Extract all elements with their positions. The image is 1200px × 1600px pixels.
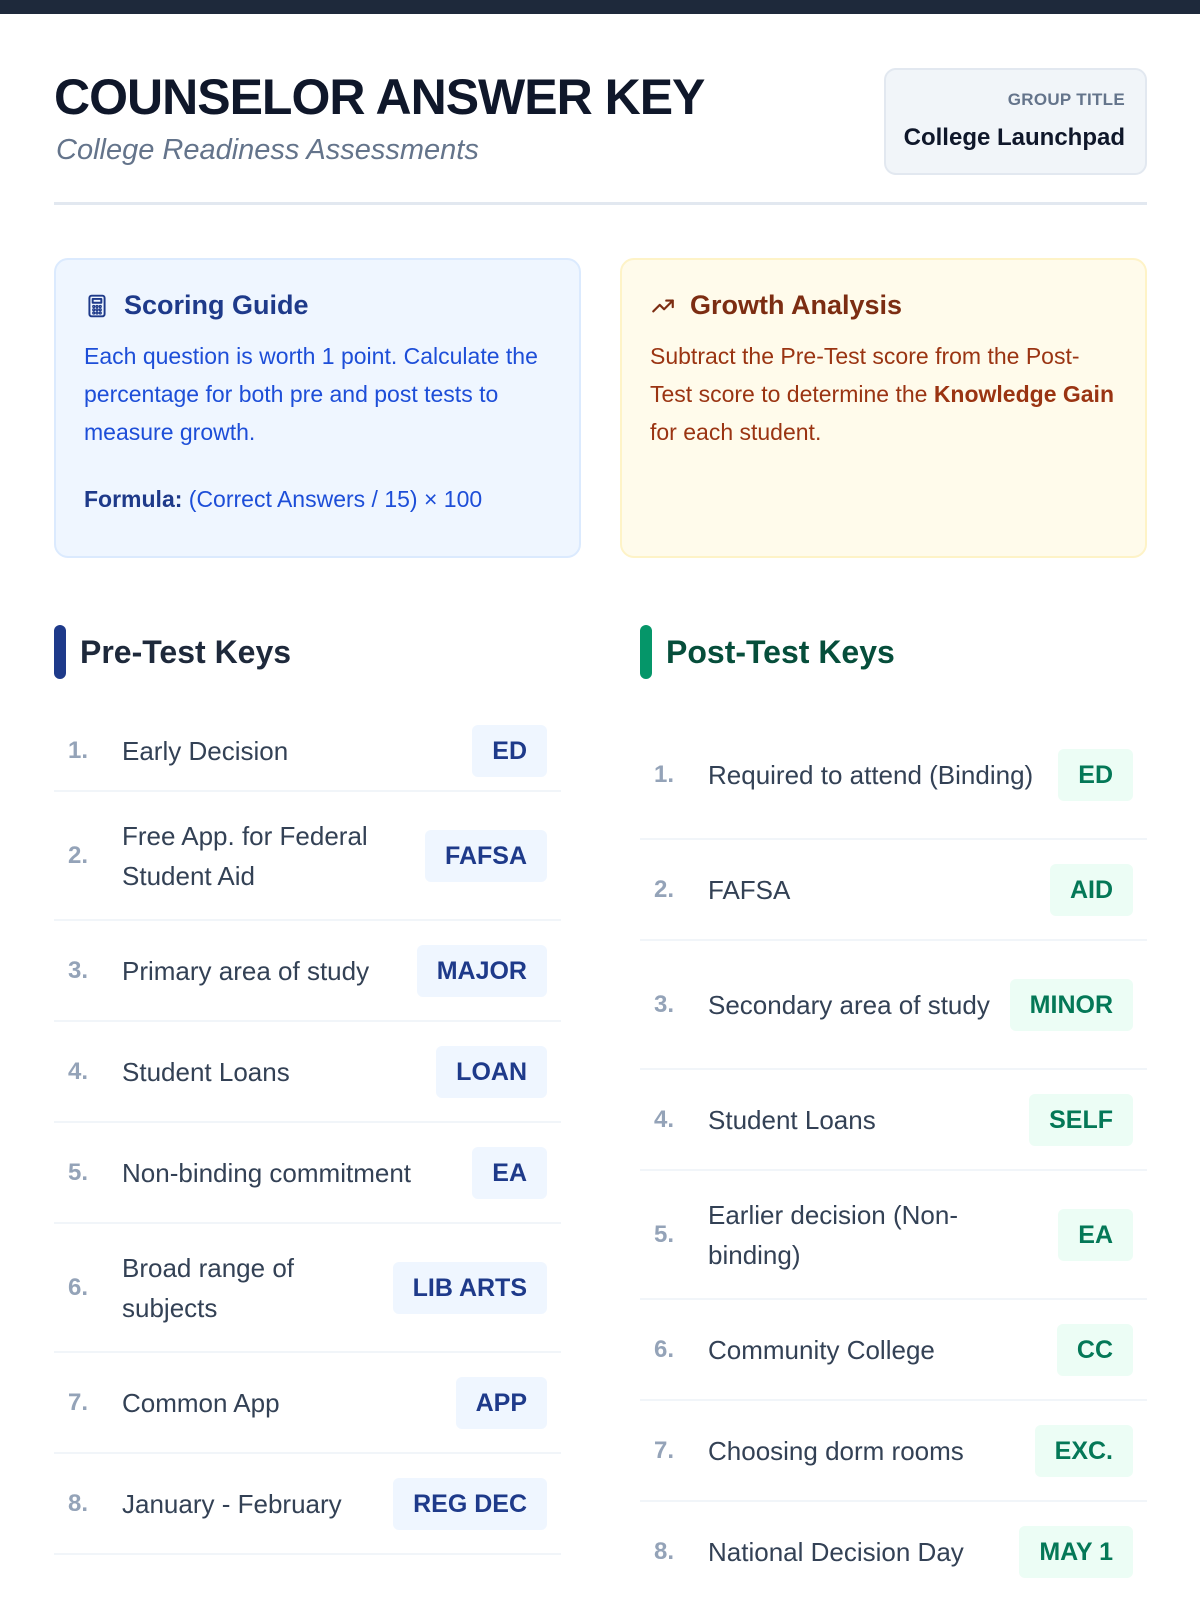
list-item: [640, 1171, 1147, 1300]
growth-analysis-heading: [650, 290, 1117, 321]
answer-badge: AID: [1050, 864, 1133, 916]
growth-text-before: Subtract the Pre-Test score from the Post-Test score to determine the: [650, 343, 1080, 407]
item-description: FAFSA: [708, 874, 791, 905]
list-item: [640, 1502, 1147, 1600]
trending-up-icon: [650, 293, 676, 319]
pre-test-list: [54, 711, 561, 1555]
item-number: 7.: [654, 1436, 675, 1464]
answer-badge: LOAN: [436, 1046, 547, 1098]
item-number: 2.: [68, 841, 89, 869]
answer-badge: LIB ARTS: [393, 1262, 547, 1314]
item-description: Student Loans: [708, 1104, 876, 1135]
item-description: Early Decision: [122, 735, 289, 766]
answer-badge: EA: [472, 1147, 547, 1199]
list-item: [54, 921, 561, 1022]
post-test-title: Post-Test Keys: [666, 633, 895, 670]
scoring-guide-title: Scoring Guide: [124, 290, 309, 320]
top-accent-bar: [0, 0, 1200, 14]
answer-badge: APP: [456, 1377, 547, 1429]
list-item: [54, 1454, 561, 1555]
item-description: Primary area of study: [122, 955, 370, 986]
item-description: Student Loans: [122, 1056, 290, 1087]
page-header: [54, 60, 1147, 205]
scoring-guide-heading: [84, 290, 551, 321]
answer-badge: FAFSA: [425, 830, 547, 882]
item-number: 3.: [68, 956, 89, 984]
list-item: [640, 1300, 1147, 1401]
item-number: 8.: [654, 1537, 675, 1565]
answer-badge: EXC.: [1035, 1425, 1133, 1477]
growth-text-after: for each student.: [650, 419, 822, 445]
growth-analysis-card: [620, 258, 1147, 558]
pre-test-accent-bar: [54, 625, 66, 679]
item-description: January - February: [122, 1488, 342, 1519]
group-title-box: [884, 68, 1147, 175]
page-subtitle: College Readiness Assessments: [56, 134, 479, 166]
calculator-icon: [84, 293, 110, 319]
list-item: [640, 711, 1147, 840]
scoring-guide-card: [54, 258, 581, 558]
answer-badge: SELF: [1029, 1094, 1133, 1146]
item-number: 1.: [68, 736, 89, 764]
answer-badge: REG DEC: [393, 1478, 547, 1530]
pre-test-heading: [54, 625, 561, 679]
pre-test-title: Pre-Test Keys: [80, 633, 292, 670]
item-description: Choosing dorm rooms: [708, 1435, 964, 1466]
answer-badge: CC: [1057, 1324, 1133, 1376]
item-number: 7.: [68, 1388, 89, 1416]
pre-test-section: [54, 625, 561, 1519]
answer-badge: MAJOR: [417, 945, 547, 997]
item-number: 1.: [654, 760, 675, 788]
item-description: Non-binding commitment: [122, 1157, 412, 1188]
post-test-heading: [640, 625, 1147, 679]
item-number: 5.: [654, 1220, 675, 1248]
item-number: 5.: [68, 1158, 89, 1186]
post-test-section: [640, 625, 1147, 1567]
answer-badge: ED: [472, 725, 547, 777]
item-number: 4.: [68, 1057, 89, 1085]
answer-badge: MINOR: [1010, 979, 1133, 1031]
list-item: [54, 1353, 561, 1454]
item-description: National Decision Day: [708, 1536, 964, 1567]
item-description: Broad range of subjects: [122, 1252, 295, 1323]
list-item: [54, 1123, 561, 1224]
post-test-list: [640, 711, 1147, 1600]
list-item: [54, 711, 561, 792]
scoring-formula: [84, 486, 551, 513]
group-title-label: GROUP TITLE: [1007, 90, 1125, 109]
item-description: Earlier decision (Non-binding): [708, 1199, 958, 1270]
item-number: 3.: [654, 990, 675, 1018]
formula-value: (Correct Answers / 15) × 100: [188, 486, 483, 512]
item-description: Community College: [708, 1334, 935, 1365]
list-item: [640, 840, 1147, 941]
item-number: 6.: [68, 1273, 89, 1301]
formula-label: Formula:: [84, 486, 183, 512]
list-item: [54, 792, 561, 921]
item-number: 8.: [68, 1489, 89, 1517]
list-item: [54, 1224, 561, 1353]
list-item: [640, 1070, 1147, 1171]
list-item: [640, 941, 1147, 1070]
answer-badge: ED: [1058, 749, 1133, 801]
item-number: 6.: [654, 1335, 675, 1363]
list-item: [54, 1022, 561, 1123]
group-title-value: College Launchpad: [903, 124, 1125, 151]
growth-analysis-text: [650, 337, 1117, 451]
growth-text-bold: Knowledge Gain: [933, 381, 1114, 407]
item-description: Free App. for Federal Student Aid: [122, 820, 368, 891]
growth-analysis-title: Growth Analysis: [690, 290, 903, 320]
item-description: Secondary area of study: [708, 989, 990, 1020]
answer-badge: EA: [1058, 1209, 1133, 1261]
item-description: Common App: [122, 1387, 280, 1418]
item-number: 2.: [654, 875, 675, 903]
item-description: Required to attend (Binding): [708, 759, 1034, 790]
answer-badge: MAY 1: [1019, 1526, 1133, 1578]
item-number: 4.: [654, 1105, 675, 1133]
page-title: COUNSELOR ANSWER KEY: [54, 69, 705, 125]
post-test-accent-bar: [640, 625, 652, 679]
scoring-guide-text: Each question is worth 1 point. Calculate the percentage for both pre and post tests to measure growth.: [84, 343, 538, 445]
list-item: [640, 1401, 1147, 1502]
